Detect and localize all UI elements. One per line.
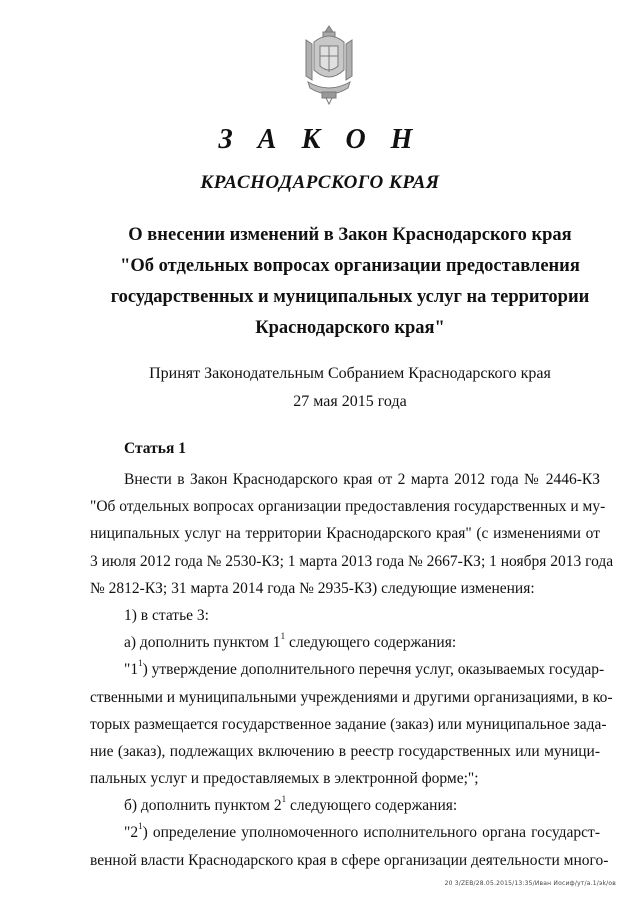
law-heading: [0, 220, 640, 344]
body-line: пальных услуг и предоставляемых в электронной форме;";: [90, 770, 479, 788]
heading-line: государственных и муниципальных услуг на территории: [110, 287, 590, 307]
quote-1-first-line: "$1^1$) утверждение дополнительного перечня услуг, оказываемых государ-: [124, 658, 605, 679]
body-line: торых размещается государственное задание (заказ) или муниципальное зада-: [90, 715, 607, 733]
document-subtitle: КРАСНОДАРСКОГО КРАЯ: [200, 172, 440, 193]
body-line: № 2812-КЗ; 31 марта 2014 года № 2935-КЗ) следующие изменения:: [90, 579, 535, 597]
article-body: [90, 466, 614, 874]
body-line: ниципальных услуг на территории Краснодарского края" (с изменениями от: [90, 525, 600, 543]
body-line: ственными и муниципальными учреждениями и другими организациями, в ко-: [90, 688, 613, 706]
article-title: Статья 1: [124, 440, 186, 457]
footer-stamp: 20 3/ZЕВ/28.05.2015/13:35/Иван Иосиф/yт/а.1/эk/ов: [444, 880, 616, 887]
adoption-date: 27 мая 2015 года: [293, 393, 407, 410]
item-b: б) дополнить пунктом $2^1$ следующего содержания:: [124, 794, 458, 815]
body-line: Внести в Закон Краснодарского края от 2 марта 2012 года № 2446-КЗ: [124, 471, 600, 488]
adoption-note: [0, 360, 640, 416]
heading-line: Краснодарского края": [255, 318, 445, 338]
quote-2-first-line: "$2^1$) определение уполномоченного исполнительного органа государст-: [124, 821, 600, 842]
document-title: З А К О Н: [218, 124, 422, 155]
body-line: ние (заказ), подлежащих включению в реестр государственных или муници-: [90, 742, 600, 760]
item-1: 1) в статье 3:: [124, 606, 209, 624]
body-line: венной власти Краснодарского края в сфере организации деятельности много-: [90, 851, 609, 869]
body-line: "Об отдельных вопросах организации предоставления государственных и му-: [90, 498, 606, 516]
heading-line: "Об отдельных вопросах организации предоставления: [120, 256, 580, 276]
body-line: 3 июля 2012 года № 2530-КЗ; 1 марта 2013 года № 2667-КЗ; 1 ноября 2013 года: [90, 552, 614, 570]
heading-line: О внесении изменений в Закон Краснодарского края: [128, 225, 572, 245]
item-a: а) дополнить пунктом $1^1$ следующего содержания:: [124, 630, 457, 652]
coat-of-arms-icon: [300, 22, 358, 106]
adoption-line: Принят Законодательным Собранием Краснодарского края: [149, 365, 551, 382]
